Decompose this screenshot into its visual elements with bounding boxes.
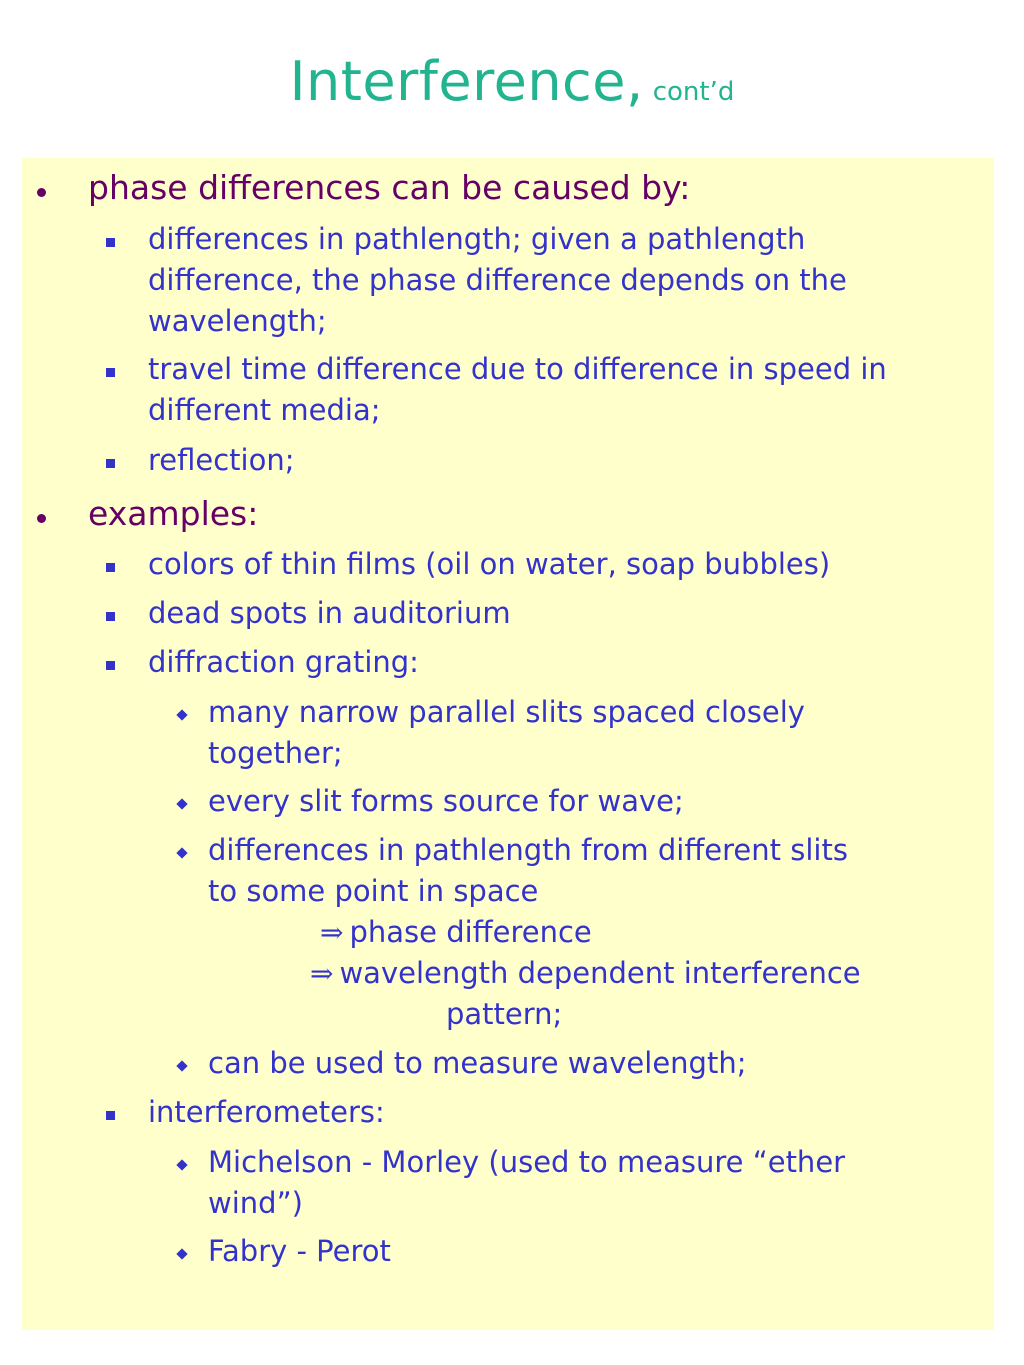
section-heading-phase-differences: phase differences can be caused by: xyxy=(88,168,691,207)
title-subtitle: cont’d xyxy=(652,77,735,107)
subitem-fabry-perot: Fabry - Perot xyxy=(208,1234,391,1268)
item-travel-time-line-2: different media; xyxy=(148,393,381,427)
implication-pattern: pattern; xyxy=(446,997,563,1031)
subitem-michelson-line-1: Michelson - Morley (used to measure “ether xyxy=(208,1145,846,1179)
level1-bullet-icon xyxy=(37,188,46,197)
section-heading-examples: examples: xyxy=(88,494,259,533)
level2-bullet-icon xyxy=(106,238,115,247)
slide-title xyxy=(0,50,1024,113)
implies-arrow-icon: ⇒ xyxy=(310,957,334,990)
item-dead-spots: dead spots in auditorium xyxy=(148,596,511,630)
subitem-slit-source: every slit forms source for wave; xyxy=(208,784,684,818)
subitem-slits-line-1: many narrow parallel slits spaced closely xyxy=(208,695,805,729)
item-thin-films: colors of thin films (oil on water, soap bubbles) xyxy=(148,547,831,581)
subitem-measure-wavelength: can be used to measure wavelength; xyxy=(208,1046,747,1080)
item-pathlength-line-1: differences in pathlength; given a pathlength xyxy=(148,222,806,256)
level2-bullet-icon xyxy=(106,612,115,621)
item-interferometers: interferometers: xyxy=(148,1095,385,1129)
item-diffraction-grating: diffraction grating: xyxy=(148,645,419,679)
level2-bullet-icon xyxy=(106,563,115,572)
item-pathlength-line-2: difference, the phase difference depends on the xyxy=(148,263,847,297)
subitem-pathlength-slits-line-1: differences in pathlength from different slits xyxy=(208,833,848,867)
level1-bullet-icon xyxy=(37,514,46,523)
item-reflection: reflection; xyxy=(148,443,295,477)
implication-wavelength-dependent xyxy=(310,956,861,990)
subitem-pathlength-slits-line-2: to some point in space xyxy=(208,874,539,908)
implication-phase-difference xyxy=(320,915,592,949)
subitem-michelson-line-2: wind”) xyxy=(208,1186,303,1220)
implication-text: phase difference xyxy=(349,915,592,949)
level2-bullet-icon xyxy=(106,661,115,670)
level2-bullet-icon xyxy=(106,459,115,468)
implies-arrow-icon: ⇒ xyxy=(320,916,344,949)
item-travel-time-line-1: travel time difference due to difference in speed in xyxy=(148,352,887,386)
subitem-slits-line-2: together; xyxy=(208,736,343,770)
implication-text: wavelength dependent interference xyxy=(339,956,861,990)
level2-bullet-icon xyxy=(106,1111,115,1120)
title-main: Interference, xyxy=(289,50,644,113)
level2-bullet-icon xyxy=(106,368,115,377)
item-pathlength-line-3: wavelength; xyxy=(148,304,327,338)
